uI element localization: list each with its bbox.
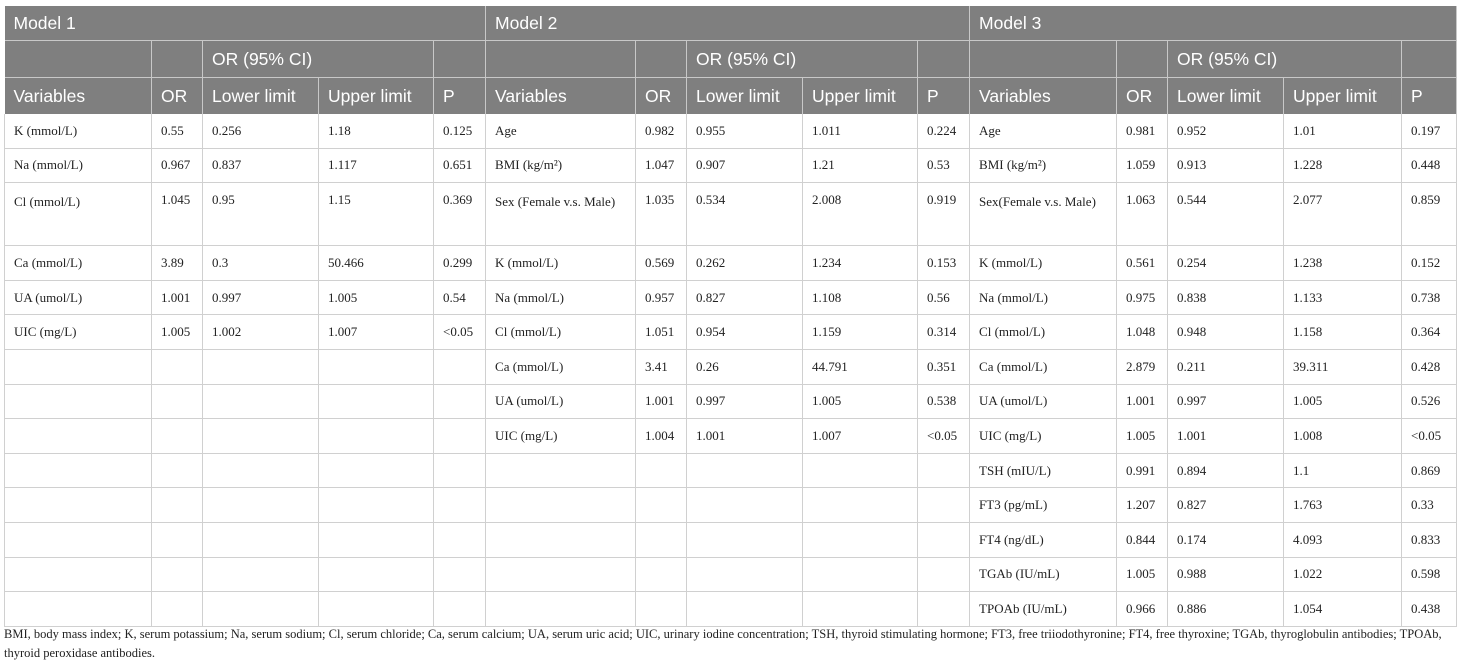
table-body: [5, 114, 1457, 626]
m1-variable-cell: Cl (mmol/L): [5, 183, 152, 246]
spacer-cell: [970, 41, 1117, 78]
m2-upper-limit-cell: [803, 522, 918, 557]
m1-lower-limit-cell: [203, 557, 319, 592]
col-variables: Variables: [5, 78, 152, 115]
m2-upper-limit-cell: [803, 488, 918, 523]
m3-lower-limit-cell: 0.544: [1168, 183, 1284, 246]
model-2-ci-header: OR (95% CI): [687, 41, 918, 78]
m1-p-cell: [434, 522, 486, 557]
m1-upper-limit-cell: 1.005: [319, 280, 434, 315]
spacer-cell: [434, 41, 486, 78]
m1-variable-cell: K (mmol/L): [5, 114, 152, 148]
m3-or-cell: 0.975: [1117, 280, 1168, 315]
m2-variable-cell: Ca (mmol/L): [486, 349, 636, 384]
m2-or-cell: [636, 522, 687, 557]
m2-lower-limit-cell: 0.26: [687, 349, 803, 384]
m3-p-cell: <0.05: [1402, 419, 1457, 454]
m3-or-cell: 0.966: [1117, 592, 1168, 627]
m1-variable-cell: [5, 349, 152, 384]
col-p: P: [1402, 78, 1457, 115]
regression-table-container: [4, 6, 1456, 627]
table-row: [5, 488, 1457, 523]
m2-or-cell: 0.957: [636, 280, 687, 315]
m2-lower-limit-cell: [687, 557, 803, 592]
m3-or-cell: 0.844: [1117, 522, 1168, 557]
m1-p-cell: [434, 349, 486, 384]
m3-or-cell: 0.561: [1117, 246, 1168, 281]
m3-p-cell: 0.438: [1402, 592, 1457, 627]
m1-upper-limit-cell: [319, 349, 434, 384]
m2-variable-cell: [486, 488, 636, 523]
m3-variable-cell: Ca (mmol/L): [970, 349, 1117, 384]
spacer-cell: [486, 41, 636, 78]
m2-lower-limit-cell: [687, 522, 803, 557]
m2-or-cell: [636, 488, 687, 523]
m1-or-cell: [152, 557, 203, 592]
m2-or-cell: 3.41: [636, 349, 687, 384]
m1-lower-limit-cell: 0.3: [203, 246, 319, 281]
m2-p-cell: [918, 557, 970, 592]
m3-lower-limit-cell: 0.254: [1168, 246, 1284, 281]
m1-lower-limit-cell: 0.256: [203, 114, 319, 148]
m3-upper-limit-cell: 1.005: [1284, 384, 1402, 419]
m3-lower-limit-cell: 0.838: [1168, 280, 1284, 315]
m1-or-cell: 0.55: [152, 114, 203, 148]
m1-upper-limit-cell: [319, 453, 434, 488]
col-lower-limit: Lower limit: [687, 78, 803, 115]
m3-upper-limit-cell: 1.763: [1284, 488, 1402, 523]
table-row: [5, 183, 1457, 246]
m3-upper-limit-cell: 2.077: [1284, 183, 1402, 246]
m1-p-cell: [434, 384, 486, 419]
m1-or-cell: [152, 488, 203, 523]
m2-p-cell: 0.919: [918, 183, 970, 246]
m1-or-cell: 1.045: [152, 183, 203, 246]
spacer-cell: [152, 41, 203, 78]
m1-upper-limit-cell: 1.18: [319, 114, 434, 148]
m1-variable-cell: UIC (mg/L): [5, 315, 152, 350]
m1-or-cell: 1.001: [152, 280, 203, 315]
col-or: OR: [152, 78, 203, 115]
m2-variable-cell: [486, 592, 636, 627]
m3-variable-cell: TSH (mIU/L): [970, 453, 1117, 488]
m1-or-cell: [152, 419, 203, 454]
m3-p-cell: 0.33: [1402, 488, 1457, 523]
table-header: [5, 6, 1457, 114]
spacer-cell: [636, 41, 687, 78]
m1-upper-limit-cell: [319, 557, 434, 592]
m3-p-cell: 0.869: [1402, 453, 1457, 488]
col-or: OR: [636, 78, 687, 115]
m3-variable-cell: Age: [970, 114, 1117, 148]
m1-variable-cell: [5, 592, 152, 627]
table-row: [5, 419, 1457, 454]
m1-lower-limit-cell: 0.837: [203, 148, 319, 183]
m2-or-cell: 1.004: [636, 419, 687, 454]
m3-lower-limit-cell: 0.211: [1168, 349, 1284, 384]
m2-variable-cell: [486, 453, 636, 488]
m3-or-cell: 0.981: [1117, 114, 1168, 148]
header-row-ci: [5, 41, 1457, 78]
table-row: [5, 453, 1457, 488]
m2-upper-limit-cell: 1.007: [803, 419, 918, 454]
spacer-cell: [5, 41, 152, 78]
m2-upper-limit-cell: 44.791: [803, 349, 918, 384]
m3-upper-limit-cell: 1.1: [1284, 453, 1402, 488]
header-row-columns: [5, 78, 1457, 115]
m1-lower-limit-cell: [203, 522, 319, 557]
m1-variable-cell: [5, 453, 152, 488]
table-row: [5, 384, 1457, 419]
m3-or-cell: 2.879: [1117, 349, 1168, 384]
m1-upper-limit-cell: [319, 592, 434, 627]
m3-lower-limit-cell: 1.001: [1168, 419, 1284, 454]
m3-lower-limit-cell: 0.997: [1168, 384, 1284, 419]
m2-lower-limit-cell: 0.907: [687, 148, 803, 183]
m1-or-cell: [152, 592, 203, 627]
m2-p-cell: 0.153: [918, 246, 970, 281]
m3-upper-limit-cell: 1.022: [1284, 557, 1402, 592]
m2-upper-limit-cell: 1.159: [803, 315, 918, 350]
m3-p-cell: 0.364: [1402, 315, 1457, 350]
m1-lower-limit-cell: [203, 384, 319, 419]
m2-p-cell: <0.05: [918, 419, 970, 454]
table-row: [5, 592, 1457, 627]
model-3-ci-header: OR (95% CI): [1168, 41, 1402, 78]
m3-p-cell: 0.428: [1402, 349, 1457, 384]
m2-variable-cell: [486, 522, 636, 557]
m2-variable-cell: [486, 557, 636, 592]
m2-lower-limit-cell: 1.001: [687, 419, 803, 454]
m1-or-cell: 3.89: [152, 246, 203, 281]
m2-upper-limit-cell: [803, 557, 918, 592]
m2-p-cell: [918, 488, 970, 523]
m2-lower-limit-cell: 0.262: [687, 246, 803, 281]
m2-upper-limit-cell: 1.108: [803, 280, 918, 315]
m2-or-cell: 1.035: [636, 183, 687, 246]
m3-upper-limit-cell: 1.01: [1284, 114, 1402, 148]
m1-lower-limit-cell: 0.997: [203, 280, 319, 315]
m3-upper-limit-cell: 1.228: [1284, 148, 1402, 183]
m1-p-cell: [434, 419, 486, 454]
m1-variable-cell: [5, 384, 152, 419]
m3-variable-cell: FT4 (ng/dL): [970, 522, 1117, 557]
m2-lower-limit-cell: 0.997: [687, 384, 803, 419]
col-lower-limit: Lower limit: [1168, 78, 1284, 115]
m3-upper-limit-cell: 1.238: [1284, 246, 1402, 281]
col-variables: Variables: [970, 78, 1117, 115]
m3-or-cell: 0.991: [1117, 453, 1168, 488]
table-row: [5, 349, 1457, 384]
m2-or-cell: 0.982: [636, 114, 687, 148]
m3-lower-limit-cell: 0.174: [1168, 522, 1284, 557]
m2-lower-limit-cell: 0.827: [687, 280, 803, 315]
m1-p-cell: [434, 592, 486, 627]
m1-p-cell: [434, 488, 486, 523]
spacer-cell: [1117, 41, 1168, 78]
table-row: [5, 315, 1457, 350]
m3-upper-limit-cell: 1.054: [1284, 592, 1402, 627]
m1-variable-cell: [5, 488, 152, 523]
model-1-ci-header: OR (95% CI): [203, 41, 434, 78]
or-regression-table: [4, 6, 1457, 627]
m2-lower-limit-cell: 0.534: [687, 183, 803, 246]
m1-upper-limit-cell: 1.117: [319, 148, 434, 183]
table-row: [5, 280, 1457, 315]
m2-variable-cell: UA (umol/L): [486, 384, 636, 419]
m2-or-cell: [636, 557, 687, 592]
m3-variable-cell: FT3 (pg/mL): [970, 488, 1117, 523]
m2-p-cell: [918, 522, 970, 557]
m2-p-cell: [918, 453, 970, 488]
m2-p-cell: 0.224: [918, 114, 970, 148]
m1-lower-limit-cell: [203, 488, 319, 523]
m1-variable-cell: Na (mmol/L): [5, 148, 152, 183]
m1-or-cell: [152, 384, 203, 419]
m2-upper-limit-cell: [803, 453, 918, 488]
m2-lower-limit-cell: [687, 488, 803, 523]
col-upper-limit: Upper limit: [803, 78, 918, 115]
m3-lower-limit-cell: 0.913: [1168, 148, 1284, 183]
col-or: OR: [1117, 78, 1168, 115]
m3-p-cell: 0.738: [1402, 280, 1457, 315]
m1-lower-limit-cell: [203, 453, 319, 488]
m3-or-cell: 1.005: [1117, 419, 1168, 454]
m1-upper-limit-cell: 1.15: [319, 183, 434, 246]
m3-p-cell: 0.598: [1402, 557, 1457, 592]
m2-variable-cell: BMI (kg/m²): [486, 148, 636, 183]
m2-or-cell: [636, 453, 687, 488]
m2-or-cell: 1.051: [636, 315, 687, 350]
m3-variable-cell: Sex(Female v.s. Male): [970, 183, 1117, 246]
m2-upper-limit-cell: 1.234: [803, 246, 918, 281]
m1-lower-limit-cell: [203, 419, 319, 454]
m3-variable-cell: TPOAb (IU/mL): [970, 592, 1117, 627]
m1-upper-limit-cell: [319, 384, 434, 419]
table-footnote: BMI, body mass index; K, serum potassium; Na, serum sodium; Cl, serum chloride; Ca, serum calcium; UA, serum uric acid; UIC, urinary iodine concentration; TSH, thyroid stimulating hormone; FT3, free triiodothyronine; FT4, free thyroxine; TGAb, thyroglobulin antibodies; TPOAb, thyroid peroxidase antibodies.: [4, 627, 1442, 660]
m2-variable-cell: K (mmol/L): [486, 246, 636, 281]
m3-p-cell: 0.859: [1402, 183, 1457, 246]
m3-variable-cell: Cl (mmol/L): [970, 315, 1117, 350]
m1-or-cell: 1.005: [152, 315, 203, 350]
table-row: [5, 114, 1457, 148]
m3-or-cell: 1.063: [1117, 183, 1168, 246]
m2-upper-limit-cell: 1.21: [803, 148, 918, 183]
col-variables: Variables: [486, 78, 636, 115]
m3-or-cell: 1.059: [1117, 148, 1168, 183]
table-row: [5, 522, 1457, 557]
m2-lower-limit-cell: 0.954: [687, 315, 803, 350]
m1-upper-limit-cell: [319, 488, 434, 523]
m2-upper-limit-cell: 1.005: [803, 384, 918, 419]
model-3-title: Model 3: [970, 6, 1457, 41]
m1-upper-limit-cell: 1.007: [319, 315, 434, 350]
m3-lower-limit-cell: 0.827: [1168, 488, 1284, 523]
m2-upper-limit-cell: 2.008: [803, 183, 918, 246]
m1-p-cell: 0.369: [434, 183, 486, 246]
m3-lower-limit-cell: 0.886: [1168, 592, 1284, 627]
m2-lower-limit-cell: [687, 453, 803, 488]
m3-or-cell: 1.048: [1117, 315, 1168, 350]
m1-upper-limit-cell: 50.466: [319, 246, 434, 281]
m3-or-cell: 1.005: [1117, 557, 1168, 592]
m3-upper-limit-cell: 39.311: [1284, 349, 1402, 384]
m1-p-cell: [434, 557, 486, 592]
m2-or-cell: 1.001: [636, 384, 687, 419]
m3-variable-cell: UA (umol/L): [970, 384, 1117, 419]
m1-or-cell: [152, 522, 203, 557]
m3-or-cell: 1.001: [1117, 384, 1168, 419]
m1-variable-cell: Ca (mmol/L): [5, 246, 152, 281]
m3-variable-cell: TGAb (IU/mL): [970, 557, 1117, 592]
m2-variable-cell: UIC (mg/L): [486, 419, 636, 454]
m2-p-cell: 0.538: [918, 384, 970, 419]
m2-p-cell: 0.314: [918, 315, 970, 350]
m3-variable-cell: BMI (kg/m²): [970, 148, 1117, 183]
m1-variable-cell: UA (umol/L): [5, 280, 152, 315]
m3-variable-cell: K (mmol/L): [970, 246, 1117, 281]
col-p: P: [918, 78, 970, 115]
m3-upper-limit-cell: 1.008: [1284, 419, 1402, 454]
m2-or-cell: 0.569: [636, 246, 687, 281]
m1-or-cell: [152, 453, 203, 488]
m3-lower-limit-cell: 0.894: [1168, 453, 1284, 488]
m2-upper-limit-cell: [803, 592, 918, 627]
m1-lower-limit-cell: 1.002: [203, 315, 319, 350]
m1-p-cell: 0.651: [434, 148, 486, 183]
m3-lower-limit-cell: 0.952: [1168, 114, 1284, 148]
m3-p-cell: 0.526: [1402, 384, 1457, 419]
m1-variable-cell: [5, 419, 152, 454]
m3-or-cell: 1.207: [1117, 488, 1168, 523]
col-upper-limit: Upper limit: [1284, 78, 1402, 115]
m3-upper-limit-cell: 1.158: [1284, 315, 1402, 350]
m3-p-cell: 0.152: [1402, 246, 1457, 281]
m2-lower-limit-cell: 0.955: [687, 114, 803, 148]
m2-or-cell: 1.047: [636, 148, 687, 183]
m1-p-cell: [434, 453, 486, 488]
m2-lower-limit-cell: [687, 592, 803, 627]
m2-or-cell: [636, 592, 687, 627]
m2-p-cell: 0.53: [918, 148, 970, 183]
m2-variable-cell: Na (mmol/L): [486, 280, 636, 315]
m1-p-cell: <0.05: [434, 315, 486, 350]
table-row: [5, 148, 1457, 183]
m1-lower-limit-cell: [203, 349, 319, 384]
m1-p-cell: 0.125: [434, 114, 486, 148]
model-2-title: Model 2: [486, 6, 970, 41]
m2-variable-cell: Age: [486, 114, 636, 148]
col-lower-limit: Lower limit: [203, 78, 319, 115]
m3-variable-cell: UIC (mg/L): [970, 419, 1117, 454]
spacer-cell: [918, 41, 970, 78]
col-p: P: [434, 78, 486, 115]
m1-lower-limit-cell: [203, 592, 319, 627]
m2-p-cell: 0.351: [918, 349, 970, 384]
m1-upper-limit-cell: [319, 419, 434, 454]
table-row: [5, 246, 1457, 281]
table-row: [5, 557, 1457, 592]
m1-upper-limit-cell: [319, 522, 434, 557]
col-upper-limit: Upper limit: [319, 78, 434, 115]
m1-p-cell: 0.54: [434, 280, 486, 315]
m3-lower-limit-cell: 0.948: [1168, 315, 1284, 350]
spacer-cell: [1402, 41, 1457, 78]
m2-p-cell: [918, 592, 970, 627]
m2-variable-cell: Sex (Female v.s. Male): [486, 183, 636, 246]
m1-variable-cell: [5, 522, 152, 557]
m3-p-cell: 0.197: [1402, 114, 1457, 148]
m3-upper-limit-cell: 4.093: [1284, 522, 1402, 557]
m1-variable-cell: [5, 557, 152, 592]
m2-p-cell: 0.56: [918, 280, 970, 315]
m2-variable-cell: Cl (mmol/L): [486, 315, 636, 350]
m3-p-cell: 0.833: [1402, 522, 1457, 557]
m1-or-cell: 0.967: [152, 148, 203, 183]
header-row-models: [5, 6, 1457, 41]
model-1-title: Model 1: [5, 6, 486, 41]
m1-p-cell: 0.299: [434, 246, 486, 281]
m3-variable-cell: Na (mmol/L): [970, 280, 1117, 315]
m3-upper-limit-cell: 1.133: [1284, 280, 1402, 315]
m3-lower-limit-cell: 0.988: [1168, 557, 1284, 592]
m3-p-cell: 0.448: [1402, 148, 1457, 183]
m1-lower-limit-cell: 0.95: [203, 183, 319, 246]
m2-upper-limit-cell: 1.011: [803, 114, 918, 148]
m1-or-cell: [152, 349, 203, 384]
